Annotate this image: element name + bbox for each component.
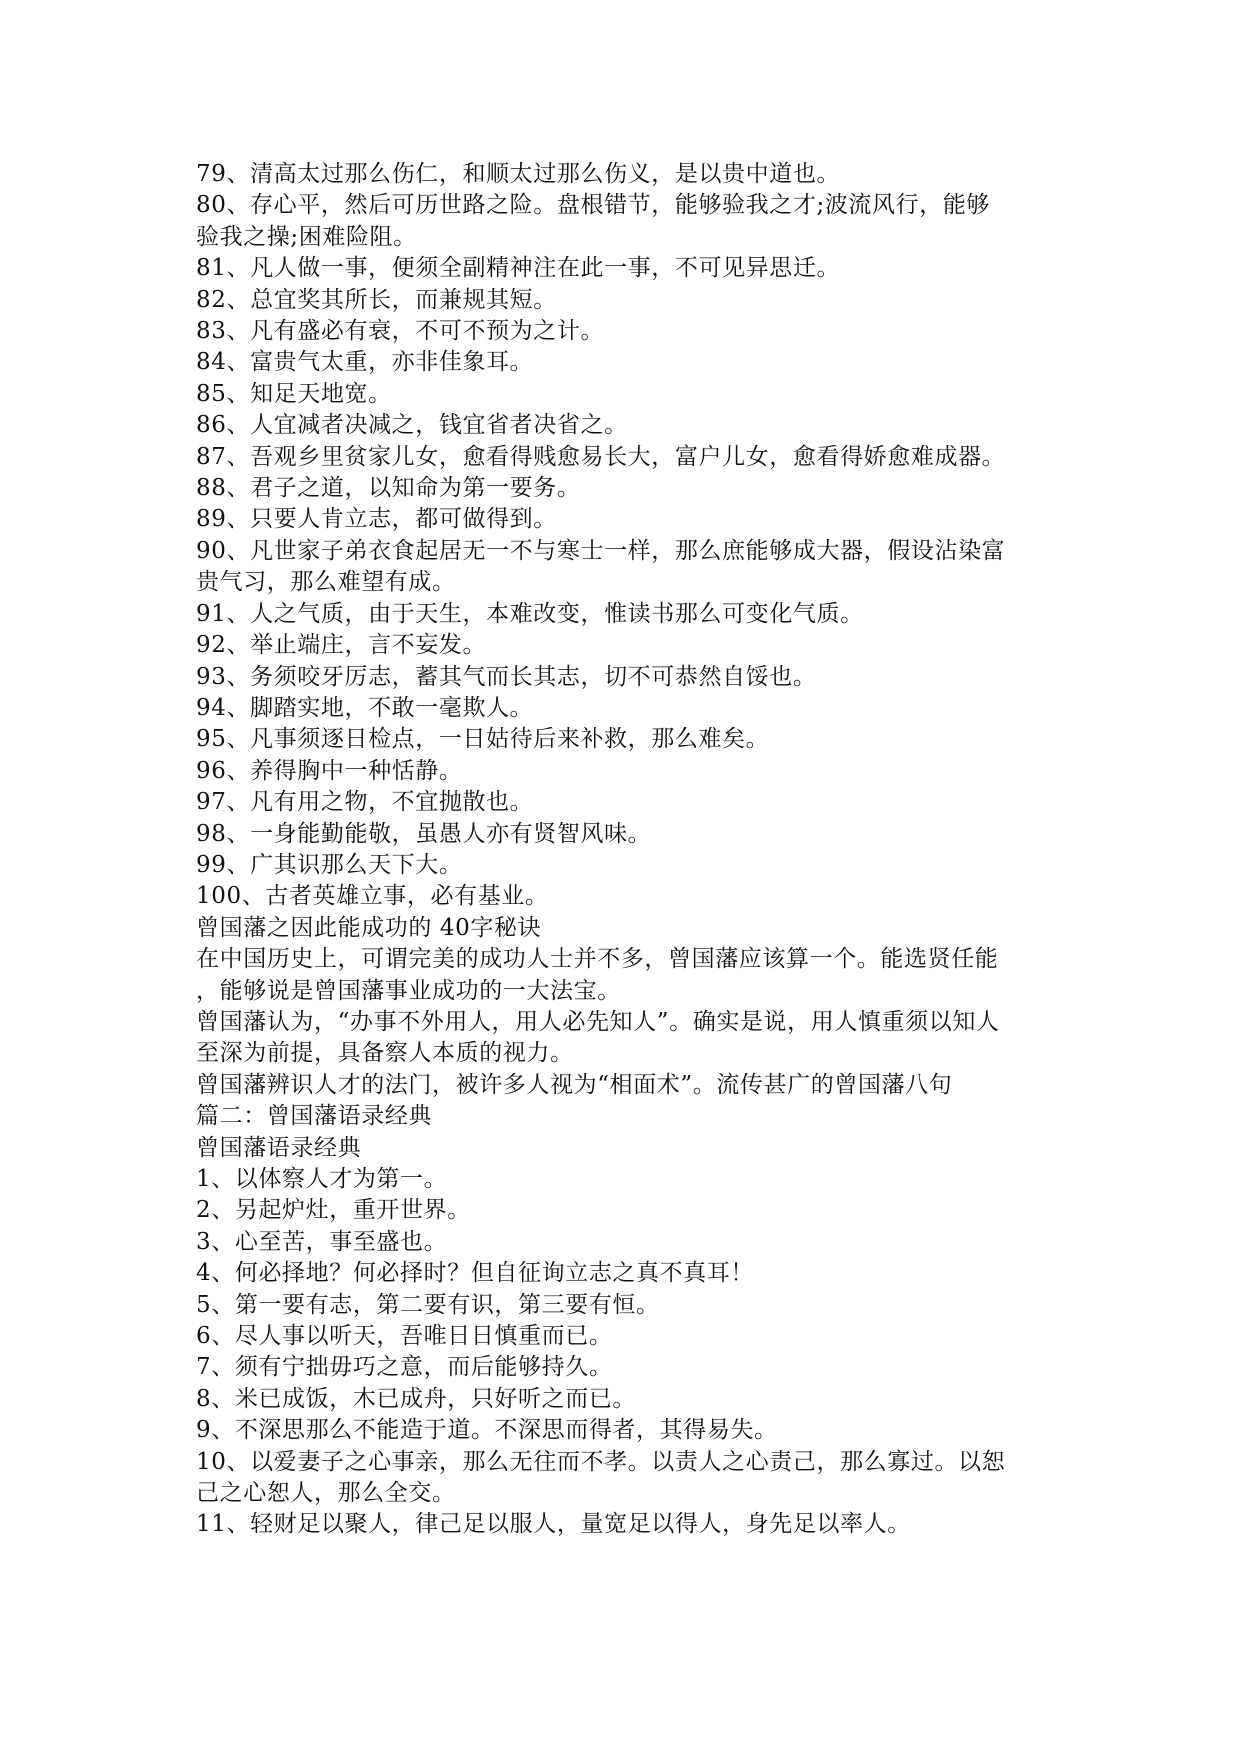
text-line: 96、养得胸中一种恬静。 (196, 757, 463, 784)
text-line: 10、以爱妻子之心事亲，那么无往而不孝。以责人之心责己，那么寡过。以恕 (196, 1448, 1006, 1475)
text-line: 2、另起炉灶，重开世界。 (196, 1197, 471, 1224)
text-line: 100、古者英雄立事，必有基业。 (196, 883, 549, 910)
text-line: 81、凡人做一事，便须全副精神注在此一事，不可见异思迁。 (196, 255, 841, 282)
text-line: 88、君子之道，以知命为第一要务。 (196, 475, 581, 502)
text-line: 5、第一要有志，第二要有识，第三要有恒。 (196, 1291, 660, 1318)
text-line: 84、富贵气太重，亦非佳象耳。 (196, 349, 534, 376)
text-line: 79、清高太过那么伤仁，和顺太过那么伤义，是以贵中道也。 (196, 161, 841, 187)
text-line: 7、须有宁拙毋巧之意，而后能够持久。 (196, 1354, 613, 1381)
text-line: 89、只要人肯立志，都可做得到。 (196, 506, 557, 533)
text-line: 9、不深思那么不能造于道。不深思而得者，其得易失。 (196, 1417, 778, 1444)
section-heading: 曾国藩之因此能成功的 40字秘诀 (196, 914, 542, 941)
text-line: 91、人之气质，由于天生，本难改变，惟读书那么可变化气质。 (196, 600, 864, 627)
text-line: 6、尽人事以听天，吾唯日日慎重而已。 (196, 1323, 613, 1350)
text-line: 80、存心平，然后可历世路之险。盘根错节，能够验我之才;波流风行，能够 (196, 192, 991, 219)
text-line: 99、广其识那么天下大。 (196, 851, 463, 878)
text-line: 己之心恕人，那么全交。 (196, 1480, 456, 1507)
text-line: 在中国历史上，可谓完美的成功人士并不多，曾国藩应该算一个。能选贤任能 (196, 946, 999, 973)
text-line: 83、凡有盛必有衰，不可不预为之计。 (196, 318, 605, 345)
section-heading: 曾国藩语录经典 (196, 1134, 362, 1161)
text-line: 3、心至苦，事至盛也。 (196, 1228, 448, 1255)
text-line: 95、凡事须逐日检点，一日姑待后来补救，那么难矣。 (196, 726, 770, 753)
text-line: 曾国藩认为，“办事不外用人，用人必先知人”。确实是说，用人慎重须以知人 (196, 1008, 1000, 1035)
text-line: 8、米已成饭，木已成舟，只好听之而已。 (196, 1385, 637, 1412)
text-line: 1、以体察人才为第一。 (196, 1166, 448, 1192)
text-line: 92、举止端庄，言不妄发。 (196, 632, 487, 659)
text-line: 曾国藩辨识人才的法门，被许多人视为“相面术”。流传甚广的曾国藩八句 (196, 1071, 953, 1098)
text-line: 验我之操;困难险阻。 (196, 223, 417, 250)
text-line: 87、吾观乡里贫家儿女，愈看得贱愈易长大，富户儿女，愈看得娇愈难成器。 (196, 443, 1006, 470)
text-line: 贵气习，那么难望有成。 (196, 569, 456, 596)
text-line: 82、总宜奖其所长，而兼规其短。 (196, 286, 557, 313)
text-line: 93、务须咬牙厉志，蓄其气而长其志，切不可恭然自馁也。 (196, 663, 817, 690)
text-line: 86、人宜减者决减之，钱宜省者决省之。 (196, 412, 628, 439)
document-body (196, 159, 1056, 1541)
text-line: 94、脚踏实地，不敢一毫欺人。 (196, 694, 534, 721)
text-line: 4、何必择地？何必择时？但自征询立志之真不真耳！ (196, 1260, 755, 1287)
text-line: 98、一身能勤能敬，虽愚人亦有贤智风味。 (196, 820, 652, 847)
text-line: 90、凡世家子弟衣食起居无一不与寒士一样，那么庶能够成大器，假设沾染富 (196, 537, 1006, 564)
text-line: 85、知足天地宽。 (196, 380, 392, 407)
text-line: 至深为前提，具备察人本质的视力。 (196, 1040, 574, 1067)
text-line: 11、轻财足以聚人，律己足以服人，量宽足以得人，身先足以率人。 (196, 1511, 911, 1538)
text-line: 97、凡有用之物，不宜抛散也。 (196, 789, 534, 816)
text-line: ，能够说是曾国藩事业成功的一大法宝。 (196, 977, 621, 1004)
section-heading: 篇二：曾国藩语录经典 (196, 1103, 432, 1130)
